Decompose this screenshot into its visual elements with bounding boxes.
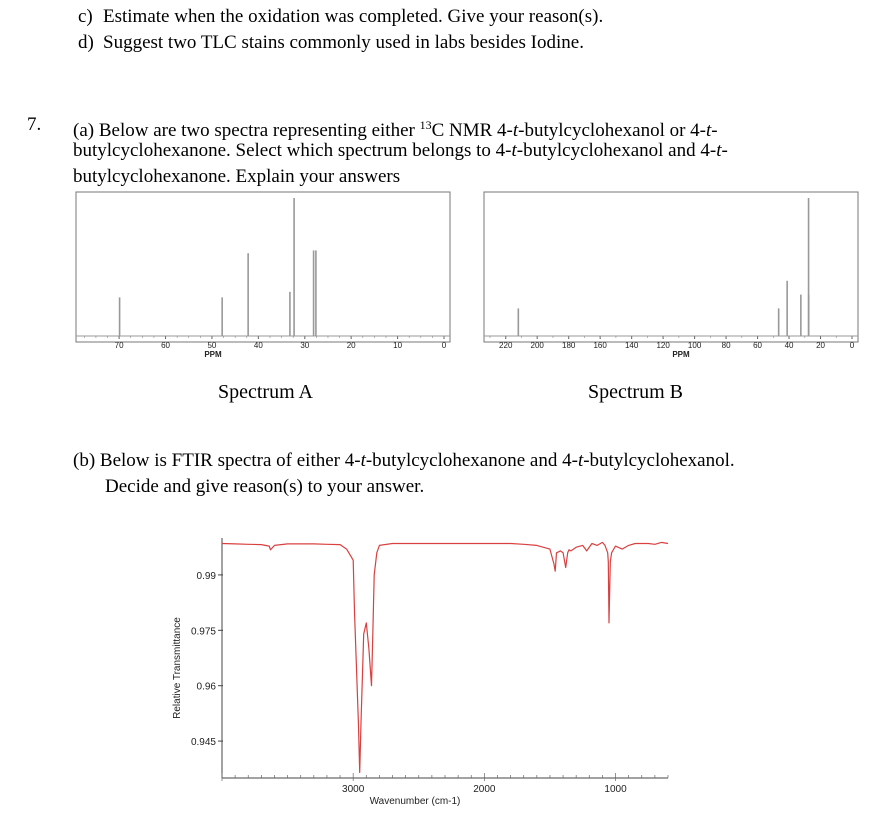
spectrum-b-caption: Spectrum B xyxy=(588,381,683,403)
question-c xyxy=(78,6,93,28)
a-frame xyxy=(76,192,450,342)
a-tick-label: 60 xyxy=(161,341,170,350)
question-d xyxy=(78,32,94,54)
q7a-text-3: -butylcyclohexanol or 4- xyxy=(518,120,707,141)
spectrum-a-caption: Spectrum A xyxy=(218,381,313,403)
b-tick-label: 160 xyxy=(593,341,607,350)
q7a-tert-1: t xyxy=(512,120,519,141)
q7a-text-5: -butylcyclohexanol and 4- xyxy=(516,140,717,161)
ftir-series-line xyxy=(222,542,668,772)
ftir-y-tick-label: 0.975 xyxy=(190,626,216,638)
question-7a-line-3: butylcyclohexanone. Explain your answers xyxy=(73,166,401,187)
b-tick-label: 120 xyxy=(656,341,670,350)
ftir-x-tick-label: 1000 xyxy=(604,784,627,795)
nmr-spectrum-a-chart xyxy=(74,190,466,368)
carbon-13-superscript: 13 xyxy=(419,118,432,132)
question-c-text: Estimate when the oxidation was completed. Give your reason(s). xyxy=(103,6,604,27)
a-tick-label: 10 xyxy=(393,341,403,350)
a-xlabel: PPM xyxy=(204,350,222,359)
q7a-tert-2: t xyxy=(706,120,712,141)
b-tick-label: 200 xyxy=(530,341,544,350)
q7b-text-3: -butylcyclohexanol. xyxy=(583,450,735,471)
ftir-x-tick-label: 2000 xyxy=(473,784,496,795)
b-tick-label: 40 xyxy=(784,341,794,350)
b-tick-label: 100 xyxy=(687,341,702,350)
question-7b-line-1 xyxy=(73,450,735,472)
b-tick-label: 80 xyxy=(721,341,731,350)
b-tick-label: 140 xyxy=(624,341,639,350)
ftir-xlabel: Wavenumber (cm-1) xyxy=(369,796,461,807)
q7a-tert-3: t xyxy=(511,140,517,161)
q7a-dash-2: - xyxy=(721,140,728,161)
b-tick-label: 220 xyxy=(499,341,513,350)
q7b-tert-1: t xyxy=(360,450,366,471)
a-tick-label: 70 xyxy=(114,341,124,350)
a-tick-label: 40 xyxy=(253,341,263,350)
q7a-dash-1: - xyxy=(711,120,718,141)
q7a-tert-4: t xyxy=(716,140,722,161)
q7b-tert-2: t xyxy=(577,450,584,471)
a-tick-label: 0 xyxy=(441,341,447,350)
a-tick-label: 30 xyxy=(300,341,310,350)
question-d-text: Suggest two TLC stains commonly used in labs besides Iodine. xyxy=(103,32,584,53)
question-d-marker: d) xyxy=(78,32,94,53)
b-tick-label: 0 xyxy=(849,341,855,350)
q7a-text-1: (a) Below are two spectra representing either xyxy=(73,120,415,141)
a-tick-label: 50 xyxy=(207,341,217,350)
b-tick-label: 20 xyxy=(816,341,825,350)
ftir-ylabel: Relative Transmittance xyxy=(172,617,183,719)
a-tick-label: 20 xyxy=(346,341,356,350)
q7a-text-4: butylcyclohexanone. Select which spectrum belongs to 4- xyxy=(73,140,512,161)
ftir-spectrum-chart xyxy=(160,530,670,814)
ftir-y-tick-label: 0.945 xyxy=(190,737,216,749)
ftir-y-tick-label: 0.96 xyxy=(196,681,216,693)
q7a-text-2: C NMR 4- xyxy=(431,120,513,141)
question-7a-line-1 xyxy=(73,114,718,142)
nmr-spectrum-b-chart xyxy=(482,190,874,368)
b-tick-label: 60 xyxy=(753,341,763,350)
b-frame xyxy=(484,192,858,342)
q7b-text-2: -butylcyclohexanone and 4- xyxy=(365,450,578,471)
question-7-number: 7. xyxy=(27,114,42,135)
question-7b-line-2: Decide and give reason(s) to your answer. xyxy=(105,476,425,497)
question-7a-line-2 xyxy=(73,140,728,162)
b-tick-label: 180 xyxy=(562,341,576,350)
ftir-y-tick-label: 0.99 xyxy=(196,570,216,582)
question-c-marker: c) xyxy=(78,6,93,27)
q7b-text-1: (b) Below is FTIR spectra of either 4- xyxy=(73,450,361,471)
ftir-x-tick-label: 3000 xyxy=(342,784,365,795)
b-xlabel: PPM xyxy=(672,350,690,359)
